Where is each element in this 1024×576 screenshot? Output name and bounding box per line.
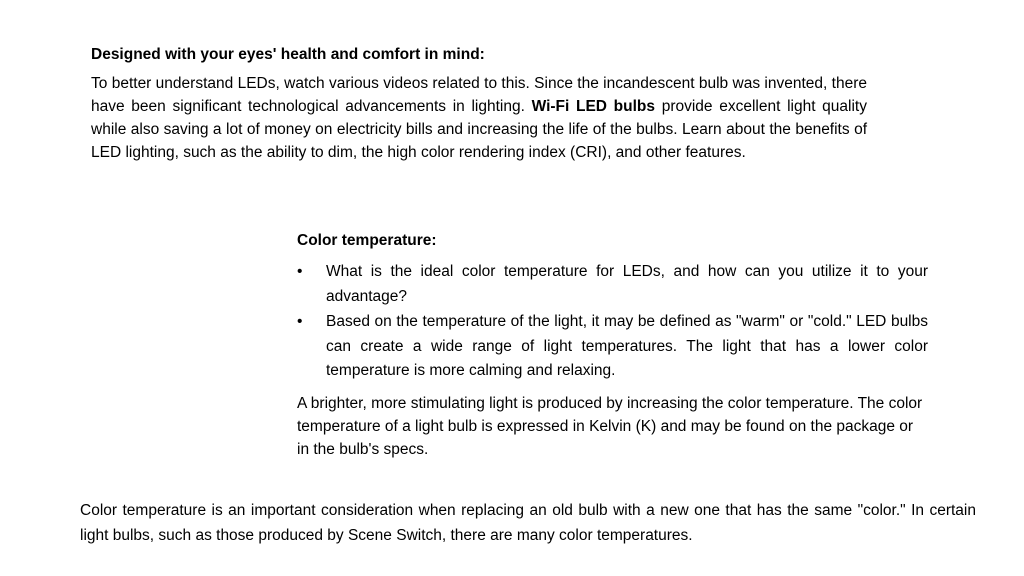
footer-section (80, 499, 976, 548)
color-temperature-bullet-list (297, 260, 928, 384)
intro-heading: Designed with your eyes' health and comfort in mind: (91, 46, 485, 63)
bullet-text: What is the ideal color temperature for LEDs, and how can you utilize it to your advantage? (326, 263, 928, 305)
intro-text-end: provide excellent light quality while also saving a lot of money on electricity bills and increasing the life of the bulbs. Learn about the benefits of LED lighting, such as the ability to dim, the high color rendering index (CRI), and other features. (91, 98, 867, 161)
intro-paragraph (91, 72, 867, 164)
bullet-icon: • (297, 313, 303, 330)
color-temperature-heading: Color temperature: (297, 232, 437, 249)
list-item (297, 310, 928, 384)
list-item (297, 260, 928, 309)
intro-text-start: To better understand LEDs, watch various videos related to this. Since the incandescent bulb was invented, there have been significant technological advancements in lighting. (91, 75, 867, 115)
footer-paragraph: Color temperature is an important consideration when replacing an old bulb with a new one that has the same "color." In certain light bulbs, such as those produced by Scene Switch, there are many color temperatures. (80, 502, 976, 544)
color-temperature-closing-paragraph: A brighter, more stimulating light is produced by increasing the color temperature. The color temperature of a light bulb is expressed in Kelvin (K) and may be found on the package or in the bulb's specs. (297, 394, 923, 458)
intro-section (91, 43, 867, 164)
wifi-led-bulbs-emphasis: Wi-Fi LED bulbs (531, 98, 656, 115)
bullet-text: Based on the temperature of the light, it may be defined as "warm" or "cold." LED bulbs can create a wide range of light temperatures. The light that has a lower color temperature is more calming and relaxing. (326, 313, 928, 379)
bullet-icon: • (297, 263, 303, 280)
color-temperature-section (297, 229, 928, 461)
